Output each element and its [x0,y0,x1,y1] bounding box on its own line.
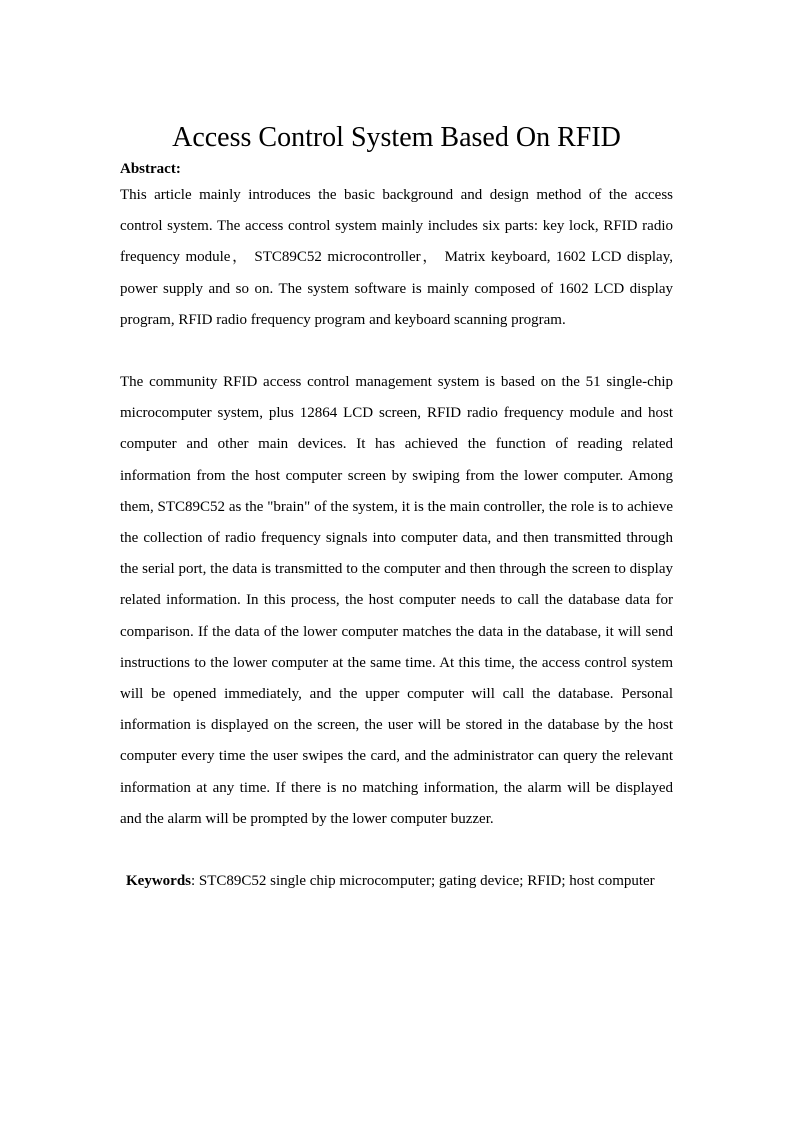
abstract-paragraph-2: The community RFID access control management system is based on the 51 single-chip microcomputer system, plus 12864 LCD screen, RFID radio frequency module and host computer and other main devices. It has achieved the function of reading related information from the host computer screen by swiping from the lower computer. Among them, STC89C52 as the "brain" of the system, it is the main controller, the role is to achieve the collection of radio frequency signals into computer data, and then transmitted through the serial port, the data is transmitted to the computer and then through the screen to display related information. In this process, the host computer needs to call the database data for comparison. If the data of the lower computer matches the data in the database, it will send instructions to the lower computer at the same time. At this time, the access control system will be opened immediately, and the upper computer will call the database. Personal information is displayed on the screen, the user will be stored in the database by the host computer every time the user swipes the card, and the administrator can query the relevant information at any time. If there is no matching information, the alarm will be displayed and the alarm will be prompted by the lower computer buzzer. [120,374,673,827]
abstract-label: Abstract: [120,161,181,177]
document-title: Access Control System Based On RFID [172,122,621,153]
keywords-label: Keywords [126,873,191,889]
abstract-paragraph-1: This article mainly introduces the basic background and design method of the access control system. The access control system mainly includes six parts: key lock, RFID radio frequency module， STC89C52 microcontroller， Matrix keyboard, 1602 LCD display, power supply and so on. The system software is mainly composed of 1602 LCD display program, RFID radio frequency program and keyboard scanning program. [120,187,673,328]
keywords-text: : STC89C52 single chip microcomputer; gating device; RFID; host computer [191,873,655,889]
keywords-line [120,866,673,897]
